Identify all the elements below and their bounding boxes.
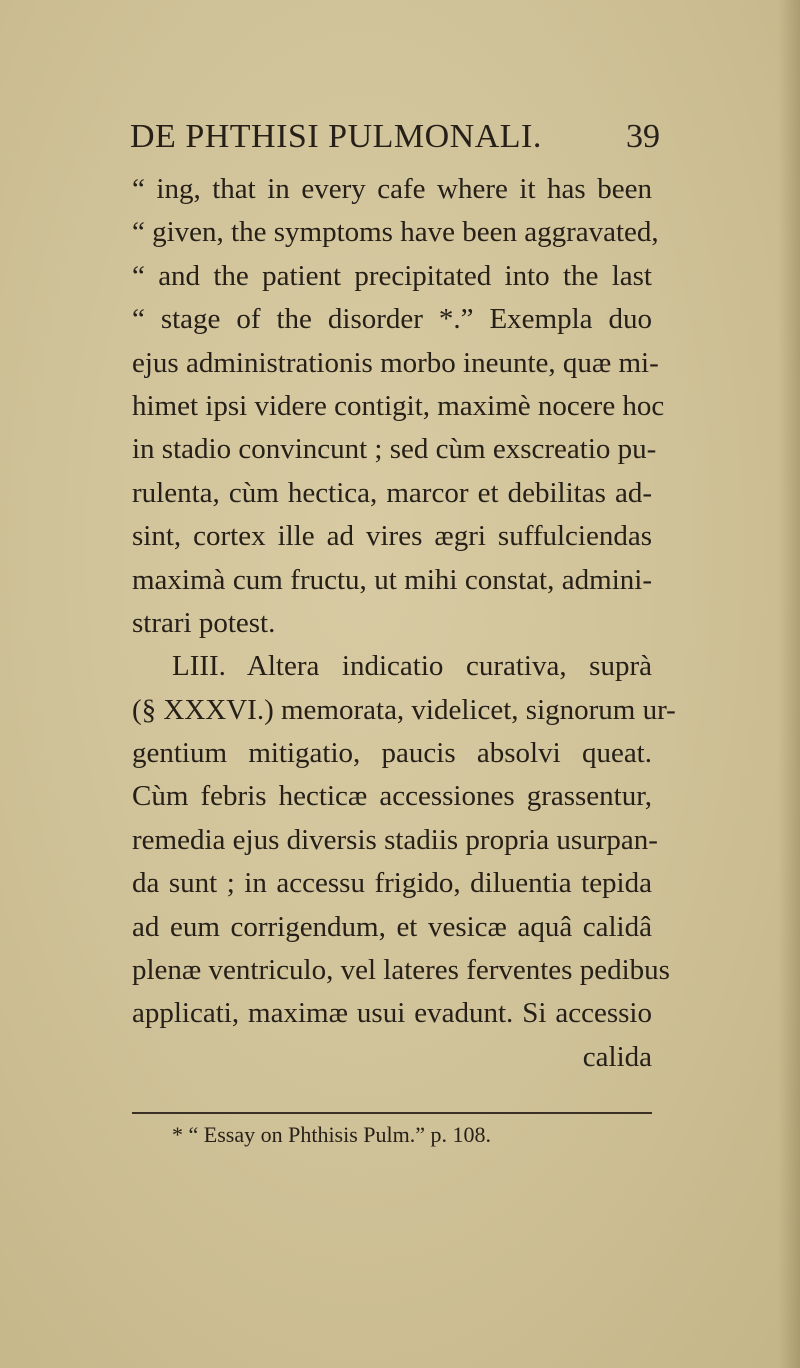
text-line: da sunt ; in accessu frigido, diluentia tepida (132, 867, 652, 900)
text-line: in stadio convincunt ; sed cùm exscreatio pu- (132, 433, 657, 466)
text-line: (§ XXXVI.) memorata, videlicet, signorum ur- (132, 693, 676, 726)
text-line: gentium mitigatio, paucis absolvi queat. (132, 737, 652, 770)
text-line: maximà cum fructu, ut mihi constat, admini- (132, 563, 652, 596)
text-line: ejus administrationis morbo ineunte, quæ mi- (132, 346, 659, 379)
footnote: * “ Essay on Phthisis Pulm.” p. 108. (172, 1122, 492, 1147)
page-header (130, 118, 660, 158)
text-line: ad eum corrigendum, et vesicæ aquâ calidâ (132, 910, 652, 943)
page-number: 39 (626, 118, 660, 155)
text-line: himet ipsi videre contigit, maximè nocere hoc (132, 389, 665, 422)
text-line: strari potest. (132, 606, 276, 639)
text-line: Cùm febris hecticæ accessiones grassentur, (132, 780, 652, 813)
text-line: “ and the patient precipitated into the last (132, 259, 652, 292)
text-line: applicati, maximæ usui evadunt. Si accessio (132, 997, 652, 1030)
text-line: “ ing, that in every cafe where it has been (132, 173, 652, 205)
body-text (132, 168, 676, 1079)
text-line: “ given, the symptoms have been aggravated, (132, 216, 659, 249)
text-line: remedia ejus diversis stadiis propria usurpan- (132, 823, 658, 856)
text-line: rulenta, cùm hectica, marcor et debilitas ad- (132, 476, 652, 509)
running-head: DE PHTHISI PULMONALI. (130, 118, 542, 155)
text-line: sint, cortex ille ad vires ægri suffulciendas (132, 520, 652, 553)
footnote-rule (132, 1112, 652, 1114)
text-line: “ stage of the disorder *.” Exempla duo (132, 303, 652, 336)
catchword: calida (582, 1040, 652, 1073)
text-line: plenæ ventriculo, vel lateres ferventes pedibus (132, 954, 670, 987)
section-start-line: LIII. Altera indicatio curativa, suprà (172, 650, 652, 683)
